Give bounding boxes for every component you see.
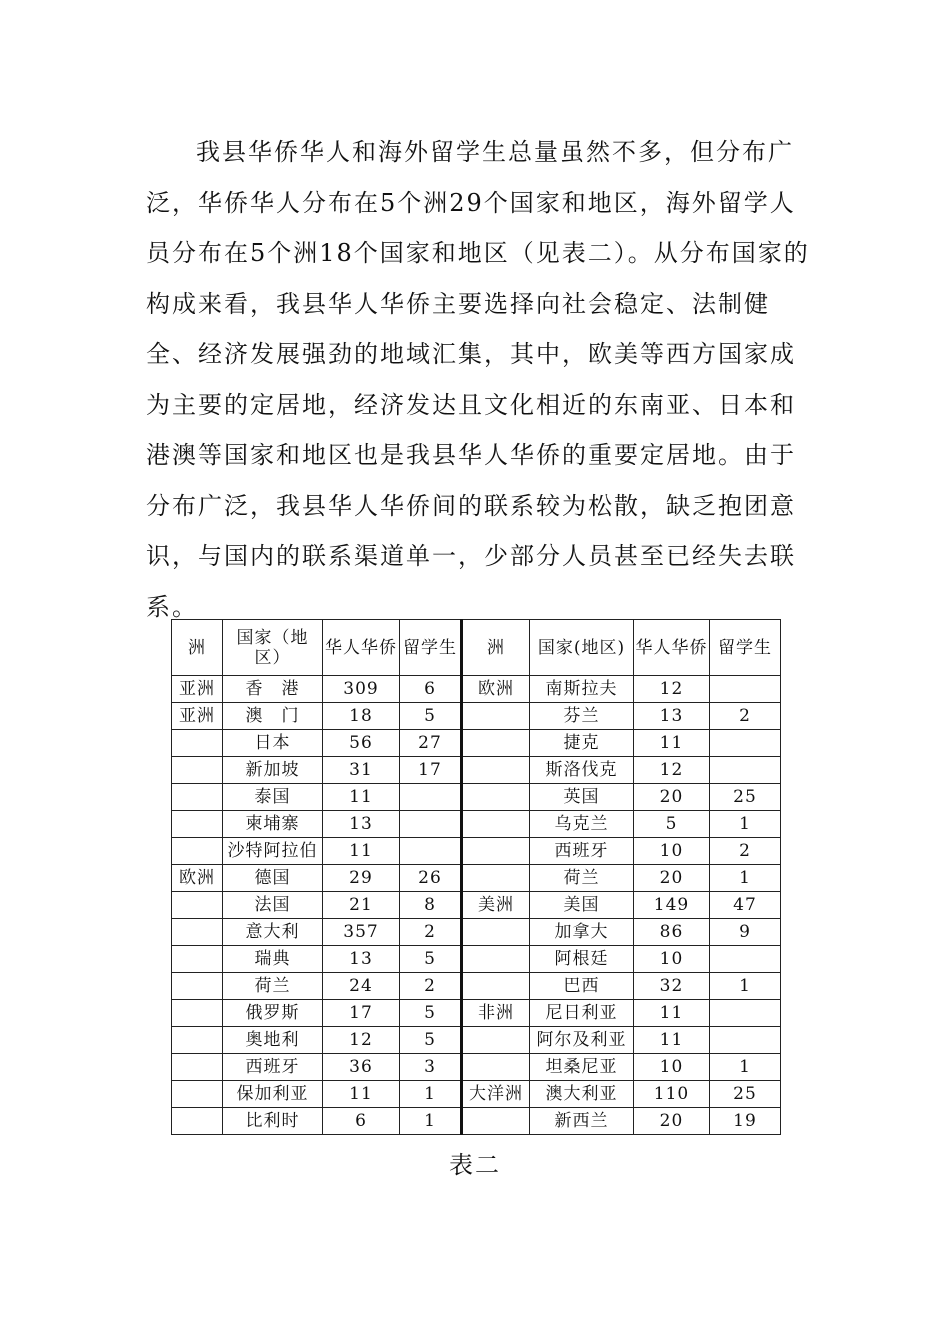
cell-overseas-chinese-right: 86 bbox=[634, 919, 710, 946]
cell-overseas-chinese-left: 18 bbox=[323, 703, 400, 730]
cell-overseas-chinese-right: 13 bbox=[634, 703, 710, 730]
cell-overseas-chinese-left: 13 bbox=[323, 946, 400, 973]
cell-overseas-chinese-right: 10 bbox=[634, 946, 710, 973]
cell-continent-left bbox=[172, 1081, 223, 1108]
header-continent-left: 洲 bbox=[172, 620, 223, 676]
cell-continent-left: 欧洲 bbox=[172, 865, 223, 892]
cell-students-left: 8 bbox=[400, 892, 462, 919]
cell-students-right: 1 bbox=[710, 865, 781, 892]
table-row bbox=[172, 919, 781, 946]
cell-continent-left bbox=[172, 1027, 223, 1054]
cell-continent-left: 亚洲 bbox=[172, 676, 223, 703]
cell-continent-right bbox=[462, 919, 530, 946]
cell-overseas-chinese-right: 10 bbox=[634, 1054, 710, 1081]
cell-continent-left bbox=[172, 973, 223, 1000]
cell-students-left: 17 bbox=[400, 757, 462, 784]
cell-country-left: 德国 bbox=[223, 865, 323, 892]
cell-students-right: 2 bbox=[710, 838, 781, 865]
cell-country-left: 荷兰 bbox=[223, 973, 323, 1000]
cell-country-left: 香 港 bbox=[223, 676, 323, 703]
cell-continent-left bbox=[172, 1108, 223, 1135]
cell-continent-left bbox=[172, 946, 223, 973]
cell-students-left: 5 bbox=[400, 1000, 462, 1027]
table-header-row bbox=[172, 620, 781, 676]
cell-students-left: 26 bbox=[400, 865, 462, 892]
cell-students-right: 47 bbox=[710, 892, 781, 919]
cell-overseas-chinese-left: 11 bbox=[323, 1081, 400, 1108]
table-row bbox=[172, 892, 781, 919]
cell-students-left: 2 bbox=[400, 919, 462, 946]
cell-students-right: 25 bbox=[710, 1081, 781, 1108]
cell-overseas-chinese-left: 11 bbox=[323, 784, 400, 811]
cell-students-right bbox=[710, 946, 781, 973]
cell-students-left bbox=[400, 784, 462, 811]
cell-students-right bbox=[710, 1027, 781, 1054]
cell-overseas-chinese-right: 32 bbox=[634, 973, 710, 1000]
cell-country-left: 法国 bbox=[223, 892, 323, 919]
cell-continent-left bbox=[172, 892, 223, 919]
table-row bbox=[172, 865, 781, 892]
cell-continent-right bbox=[462, 1054, 530, 1081]
cell-country-right: 捷克 bbox=[530, 730, 634, 757]
cell-country-right: 新西兰 bbox=[530, 1108, 634, 1135]
cell-continent-right bbox=[462, 703, 530, 730]
table-row bbox=[172, 838, 781, 865]
table-row bbox=[172, 730, 781, 757]
cell-country-right: 阿尔及利亚 bbox=[530, 1027, 634, 1054]
cell-continent-right bbox=[462, 1108, 530, 1135]
cell-country-right: 尼日利亚 bbox=[530, 1000, 634, 1027]
cell-students-right: 9 bbox=[710, 919, 781, 946]
cell-country-right: 英国 bbox=[530, 784, 634, 811]
cell-continent-right bbox=[462, 838, 530, 865]
cell-continent-left bbox=[172, 757, 223, 784]
cell-students-right: 25 bbox=[710, 784, 781, 811]
cell-country-right: 坦桑尼亚 bbox=[530, 1054, 634, 1081]
cell-overseas-chinese-left: 29 bbox=[323, 865, 400, 892]
cell-country-left: 日本 bbox=[223, 730, 323, 757]
body-paragraph bbox=[146, 127, 821, 632]
cell-overseas-chinese-left: 357 bbox=[323, 919, 400, 946]
cell-continent-left bbox=[172, 919, 223, 946]
cell-continent-right bbox=[462, 757, 530, 784]
cell-students-left: 6 bbox=[400, 676, 462, 703]
cell-continent-left bbox=[172, 811, 223, 838]
cell-overseas-chinese-left: 13 bbox=[323, 811, 400, 838]
cell-overseas-chinese-left: 56 bbox=[323, 730, 400, 757]
header-overseas-chinese-right: 华人华侨 bbox=[634, 620, 710, 676]
table-row bbox=[172, 676, 781, 703]
cell-overseas-chinese-left: 36 bbox=[323, 1054, 400, 1081]
table-row bbox=[172, 703, 781, 730]
cell-students-left: 27 bbox=[400, 730, 462, 757]
cell-overseas-chinese-right: 12 bbox=[634, 676, 710, 703]
cell-country-left: 新加坡 bbox=[223, 757, 323, 784]
table-row bbox=[172, 757, 781, 784]
cell-overseas-chinese-left: 6 bbox=[323, 1108, 400, 1135]
table-row bbox=[172, 1027, 781, 1054]
cell-overseas-chinese-left: 21 bbox=[323, 892, 400, 919]
header-country-left: 国家（地区） bbox=[223, 620, 323, 676]
cell-overseas-chinese-right: 5 bbox=[634, 811, 710, 838]
table-caption: 表二 bbox=[449, 1151, 501, 1179]
cell-overseas-chinese-right: 11 bbox=[634, 1000, 710, 1027]
cell-country-right: 南斯拉夫 bbox=[530, 676, 634, 703]
cell-continent-right: 大洋洲 bbox=[462, 1081, 530, 1108]
cell-country-left: 沙特阿拉伯 bbox=[223, 838, 323, 865]
cell-country-left: 西班牙 bbox=[223, 1054, 323, 1081]
cell-country-right: 荷兰 bbox=[530, 865, 634, 892]
overseas-distribution-table bbox=[171, 619, 781, 1135]
cell-students-right bbox=[710, 1000, 781, 1027]
cell-country-right: 芬兰 bbox=[530, 703, 634, 730]
cell-overseas-chinese-right: 11 bbox=[634, 1027, 710, 1054]
table-row bbox=[172, 973, 781, 1000]
cell-continent-left bbox=[172, 730, 223, 757]
cell-overseas-chinese-right: 12 bbox=[634, 757, 710, 784]
table-body bbox=[172, 676, 781, 1135]
cell-continent-right bbox=[462, 1027, 530, 1054]
cell-country-right: 斯洛伐克 bbox=[530, 757, 634, 784]
cell-country-right: 西班牙 bbox=[530, 838, 634, 865]
cell-students-right bbox=[710, 676, 781, 703]
cell-continent-right bbox=[462, 865, 530, 892]
cell-students-right: 2 bbox=[710, 703, 781, 730]
table-row bbox=[172, 1054, 781, 1081]
cell-students-right: 1 bbox=[710, 1054, 781, 1081]
cell-students-left bbox=[400, 838, 462, 865]
cell-country-left: 奥地利 bbox=[223, 1027, 323, 1054]
cell-students-left: 5 bbox=[400, 703, 462, 730]
table-row bbox=[172, 1000, 781, 1027]
cell-students-left: 1 bbox=[400, 1108, 462, 1135]
cell-students-right bbox=[710, 730, 781, 757]
cell-country-right: 澳大利亚 bbox=[530, 1081, 634, 1108]
header-overseas-chinese-left: 华人华侨 bbox=[323, 620, 400, 676]
cell-students-left bbox=[400, 811, 462, 838]
cell-overseas-chinese-left: 24 bbox=[323, 973, 400, 1000]
cell-country-right: 乌克兰 bbox=[530, 811, 634, 838]
cell-students-left: 5 bbox=[400, 1027, 462, 1054]
cell-continent-right bbox=[462, 946, 530, 973]
cell-continent-left bbox=[172, 838, 223, 865]
cell-continent-right: 美洲 bbox=[462, 892, 530, 919]
table-row bbox=[172, 811, 781, 838]
table-row bbox=[172, 1081, 781, 1108]
cell-overseas-chinese-left: 31 bbox=[323, 757, 400, 784]
table-row bbox=[172, 1108, 781, 1135]
cell-students-right: 1 bbox=[710, 811, 781, 838]
cell-overseas-chinese-left: 11 bbox=[323, 838, 400, 865]
cell-overseas-chinese-right: 149 bbox=[634, 892, 710, 919]
cell-continent-right bbox=[462, 784, 530, 811]
cell-overseas-chinese-right: 110 bbox=[634, 1081, 710, 1108]
cell-country-left: 比利时 bbox=[223, 1108, 323, 1135]
table-row bbox=[172, 946, 781, 973]
cell-country-left: 澳 门 bbox=[223, 703, 323, 730]
cell-continent-right: 欧洲 bbox=[462, 676, 530, 703]
header-country-right: 国家(地区) bbox=[530, 620, 634, 676]
cell-continent-right bbox=[462, 811, 530, 838]
cell-students-left: 5 bbox=[400, 946, 462, 973]
cell-overseas-chinese-left: 12 bbox=[323, 1027, 400, 1054]
cell-continent-left: 亚洲 bbox=[172, 703, 223, 730]
cell-country-left: 泰国 bbox=[223, 784, 323, 811]
cell-students-right: 1 bbox=[710, 973, 781, 1000]
table-row bbox=[172, 784, 781, 811]
cell-overseas-chinese-right: 11 bbox=[634, 730, 710, 757]
cell-overseas-chinese-right: 10 bbox=[634, 838, 710, 865]
cell-overseas-chinese-left: 309 bbox=[323, 676, 400, 703]
cell-students-left: 3 bbox=[400, 1054, 462, 1081]
cell-continent-left bbox=[172, 1054, 223, 1081]
cell-overseas-chinese-right: 20 bbox=[634, 1108, 710, 1135]
cell-continent-left bbox=[172, 784, 223, 811]
cell-students-left: 2 bbox=[400, 973, 462, 1000]
header-continent-right: 洲 bbox=[462, 620, 530, 676]
cell-students-left: 1 bbox=[400, 1081, 462, 1108]
cell-country-left: 俄罗斯 bbox=[223, 1000, 323, 1027]
cell-country-left: 柬埔寨 bbox=[223, 811, 323, 838]
cell-overseas-chinese-right: 20 bbox=[634, 865, 710, 892]
cell-continent-right bbox=[462, 973, 530, 1000]
cell-students-right: 19 bbox=[710, 1108, 781, 1135]
cell-overseas-chinese-left: 17 bbox=[323, 1000, 400, 1027]
cell-country-left: 意大利 bbox=[223, 919, 323, 946]
cell-students-right bbox=[710, 757, 781, 784]
cell-overseas-chinese-right: 20 bbox=[634, 784, 710, 811]
paragraph-text: 我县华侨华人和海外留学生总量虽然不多，但分布广泛，华侨华人分布在5个洲29个国家和地区，海外留学人员分布在5个洲18个国家和地区（见表二）。从分布国家的构成来看，我县华人华侨主要选择向社会稳定、法制健全、经济发展强劲的地域汇集，其中，欧美等西方国家成为主要的定居地，经济发达且文化相近的东南亚、日本和港澳等国家和地区也是我县华人华侨的重要定居地。由于分布广泛，我县华人华侨间的联系较为松散，缺乏抱团意识，与国内的联系渠道单一，少部分人员甚至已经失去联系。 bbox=[146, 138, 810, 621]
cell-country-right: 加拿大 bbox=[530, 919, 634, 946]
header-students-left: 留学生 bbox=[400, 620, 462, 676]
cell-country-right: 美国 bbox=[530, 892, 634, 919]
cell-continent-left bbox=[172, 1000, 223, 1027]
header-students-right: 留学生 bbox=[710, 620, 781, 676]
cell-continent-right: 非洲 bbox=[462, 1000, 530, 1027]
cell-country-right: 巴西 bbox=[530, 973, 634, 1000]
cell-country-left: 瑞典 bbox=[223, 946, 323, 973]
cell-country-right: 阿根廷 bbox=[530, 946, 634, 973]
cell-continent-right bbox=[462, 730, 530, 757]
cell-country-left: 保加利亚 bbox=[223, 1081, 323, 1108]
